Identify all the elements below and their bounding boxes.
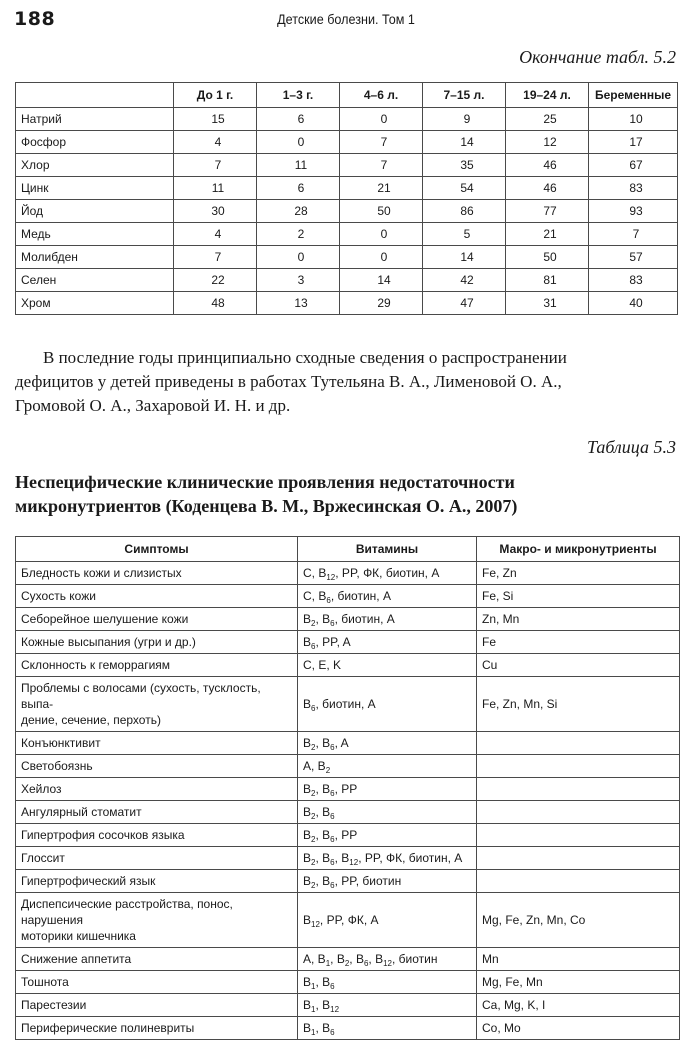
table-cell: 25 bbox=[506, 108, 589, 131]
table-row bbox=[16, 108, 678, 131]
table-cell: 14 bbox=[423, 246, 506, 269]
table-row bbox=[16, 1017, 680, 1040]
column-header: Витамины bbox=[298, 537, 477, 562]
table-cell: 7 bbox=[340, 131, 423, 154]
symptom-cell: Конъюнктивит bbox=[16, 732, 298, 755]
table-header-row bbox=[16, 537, 680, 562]
row-label: Натрий bbox=[16, 108, 174, 131]
row-label: Медь bbox=[16, 223, 174, 246]
symptom-cell: Ангулярный стоматит bbox=[16, 801, 298, 824]
table-cell: 5 bbox=[423, 223, 506, 246]
vitamins-cell: $B_6$, биотин, A bbox=[298, 677, 477, 732]
vitamins-cell: $B_2$, $B_6$, $B_{12}$, PP, ФК, биотин, A bbox=[298, 847, 477, 870]
symptom-cell: Бледность кожи и слизистых bbox=[16, 562, 298, 585]
micronutrients-cell: Fe, Zn, Mn, Si bbox=[477, 677, 680, 732]
symptom-cell: Гипертрофический язык bbox=[16, 870, 298, 893]
table-cell: 40 bbox=[589, 292, 678, 315]
table-row bbox=[16, 246, 678, 269]
table-cell: 17 bbox=[589, 131, 678, 154]
symptom-cell: Снижение аппетита bbox=[16, 948, 298, 971]
table-row bbox=[16, 631, 680, 654]
vitamins-cell: $B_6$, PP, A bbox=[298, 631, 477, 654]
table-cell: 93 bbox=[589, 200, 678, 223]
symptom-cell: Сухость кожи bbox=[16, 585, 298, 608]
table-cell: 48 bbox=[174, 292, 257, 315]
vitamins-cell: $B_2$, $B_6$, PP, биотин bbox=[298, 870, 477, 893]
row-label: Молибден bbox=[16, 246, 174, 269]
table53-caption: Таблица 5.3 bbox=[586, 437, 676, 457]
row-label: Цинк bbox=[16, 177, 174, 200]
table-cell: 21 bbox=[340, 177, 423, 200]
table-cell: 7 bbox=[174, 154, 257, 177]
table-cell: 29 bbox=[340, 292, 423, 315]
column-header: 19–24 л. bbox=[506, 83, 589, 108]
table-cell: 86 bbox=[423, 200, 506, 223]
table-cell: 13 bbox=[257, 292, 340, 315]
micronutrients-cell: Mn bbox=[477, 948, 680, 971]
table-cell: 54 bbox=[423, 177, 506, 200]
table-cell: 9 bbox=[423, 108, 506, 131]
vitamins-cell: $B_2$, $B_6$, PP bbox=[298, 778, 477, 801]
table-cell: 42 bbox=[423, 269, 506, 292]
column-header: Макро- и микронутриенты bbox=[477, 537, 680, 562]
symptom-cell: Периферические полиневриты bbox=[16, 1017, 298, 1040]
table-cell: 50 bbox=[340, 200, 423, 223]
micronutrients-cell: Mg, Fe, Zn, Mn, Co bbox=[477, 893, 680, 948]
table-cell: 4 bbox=[174, 131, 257, 154]
table-cell: 47 bbox=[423, 292, 506, 315]
table-row bbox=[16, 778, 680, 801]
micronutrients-cell bbox=[477, 778, 680, 801]
table-row bbox=[16, 824, 680, 847]
micronutrients-cell bbox=[477, 824, 680, 847]
table-row bbox=[16, 994, 680, 1017]
table-cell: 35 bbox=[423, 154, 506, 177]
table-row bbox=[16, 893, 680, 948]
column-header bbox=[16, 83, 174, 108]
body-paragraph bbox=[15, 346, 680, 418]
table-row bbox=[16, 177, 678, 200]
table-row bbox=[16, 131, 678, 154]
row-label: Хром bbox=[16, 292, 174, 315]
table-row bbox=[16, 269, 678, 292]
column-header: 7–15 л. bbox=[423, 83, 506, 108]
table-cell: 83 bbox=[589, 269, 678, 292]
table-cell: 28 bbox=[257, 200, 340, 223]
table-row bbox=[16, 948, 680, 971]
micronutrients-cell bbox=[477, 870, 680, 893]
symptom-cell: Светобоязнь bbox=[16, 755, 298, 778]
table-row bbox=[16, 755, 680, 778]
symptom-cell: Кожные высыпания (угри и др.) bbox=[16, 631, 298, 654]
table-cell: 22 bbox=[174, 269, 257, 292]
table-cell: 3 bbox=[257, 269, 340, 292]
table-cell: 0 bbox=[340, 223, 423, 246]
table-row bbox=[16, 292, 678, 315]
paragraph-line: В последние годы принципиально сходные сведения о распространении bbox=[43, 348, 567, 367]
table-row bbox=[16, 732, 680, 755]
symptom-cell: Себорейное шелушение кожи bbox=[16, 608, 298, 631]
table-cell: 50 bbox=[506, 246, 589, 269]
vitamins-cell: $B_2$, $B_6$, PP bbox=[298, 824, 477, 847]
table-row bbox=[16, 847, 680, 870]
table-cell: 83 bbox=[589, 177, 678, 200]
micronutrients-cell bbox=[477, 847, 680, 870]
table-cell: 15 bbox=[174, 108, 257, 131]
vitamins-cell: C, $B_6$, биотин, A bbox=[298, 585, 477, 608]
table-cell: 0 bbox=[257, 246, 340, 269]
column-header: Беременные bbox=[589, 83, 678, 108]
table-cell: 11 bbox=[257, 154, 340, 177]
table-cell: 7 bbox=[589, 223, 678, 246]
table-row bbox=[16, 200, 678, 223]
symptom-cell: Тошнота bbox=[16, 971, 298, 994]
table-cell: 12 bbox=[506, 131, 589, 154]
table-cell: 77 bbox=[506, 200, 589, 223]
page-number: 188 bbox=[14, 8, 56, 30]
micronutrients-cell bbox=[477, 732, 680, 755]
table-cell: 67 bbox=[589, 154, 678, 177]
title-line: микронутриентов (Коденцева В. М., Вржесинская О. А., 2007) bbox=[15, 496, 518, 516]
symptom-cell: Склонность к геморрагиям bbox=[16, 654, 298, 677]
table-cell: 0 bbox=[257, 131, 340, 154]
row-label: Селен bbox=[16, 269, 174, 292]
vitamins-cell: $B_{12}$, PP, ФК, A bbox=[298, 893, 477, 948]
table-cell: 0 bbox=[340, 108, 423, 131]
table-cell: 11 bbox=[174, 177, 257, 200]
vitamins-cell: $B_1$, $B_{12}$ bbox=[298, 994, 477, 1017]
symptom-cell: Проблемы с волосами (сухость, тусклость, выпа- дение, сечение, перхоть) bbox=[16, 677, 298, 732]
table52-caption: Окончание табл. 5.2 bbox=[519, 47, 676, 67]
row-label: Фосфор bbox=[16, 131, 174, 154]
table-row bbox=[16, 223, 678, 246]
table-cell: 30 bbox=[174, 200, 257, 223]
table-cell: 0 bbox=[340, 246, 423, 269]
table-5-3 bbox=[15, 536, 680, 1040]
vitamins-cell: $B_1$, $B_6$ bbox=[298, 1017, 477, 1040]
table-cell: 4 bbox=[174, 223, 257, 246]
micronutrients-cell: Cu bbox=[477, 654, 680, 677]
table-row bbox=[16, 562, 680, 585]
vitamins-cell: C, $B_{12}$, PP, ФК, биотин, A bbox=[298, 562, 477, 585]
micronutrients-cell: Zn, Mn bbox=[477, 608, 680, 631]
symptom-cell: Глоссит bbox=[16, 847, 298, 870]
symptom-cell: Гипертрофия сосочков языка bbox=[16, 824, 298, 847]
paragraph-line: дефицитов у детей приведены в работах Тутельяна В. А., Лименовой О. А., bbox=[15, 372, 562, 391]
symptom-cell: Диспепсические расстройства, понос, нарушения моторики кишечника bbox=[16, 893, 298, 948]
vitamins-cell: A, $B_2$ bbox=[298, 755, 477, 778]
vitamins-cell: $B_1$, $B_6$ bbox=[298, 971, 477, 994]
table-5-2 bbox=[15, 82, 678, 315]
vitamins-cell: $B_2$, $B_6$ bbox=[298, 801, 477, 824]
table-cell: 21 bbox=[506, 223, 589, 246]
vitamins-cell: $B_2$, $B_6$, биотин, A bbox=[298, 608, 477, 631]
row-label: Йод bbox=[16, 200, 174, 223]
table53-title bbox=[15, 470, 517, 518]
table-cell: 7 bbox=[340, 154, 423, 177]
micronutrients-cell: Ca, Mg, K, I bbox=[477, 994, 680, 1017]
table-row bbox=[16, 654, 680, 677]
table-cell: 81 bbox=[506, 269, 589, 292]
column-header: 1–3 г. bbox=[257, 83, 340, 108]
running-title: Детские болезни. Том 1 bbox=[277, 11, 415, 27]
table-cell: 31 bbox=[506, 292, 589, 315]
micronutrients-cell: Fe, Zn bbox=[477, 562, 680, 585]
table-cell: 2 bbox=[257, 223, 340, 246]
micronutrients-cell: Mg, Fe, Mn bbox=[477, 971, 680, 994]
table-cell: 46 bbox=[506, 177, 589, 200]
micronutrients-cell bbox=[477, 801, 680, 824]
table-cell: 14 bbox=[423, 131, 506, 154]
vitamins-cell: C, E, K bbox=[298, 654, 477, 677]
table-cell: 14 bbox=[340, 269, 423, 292]
vitamins-cell: A, $B_1$, $B_2$, $B_6$, $B_{12}$, биотин bbox=[298, 948, 477, 971]
micronutrients-cell: Fe bbox=[477, 631, 680, 654]
column-header: Симптомы bbox=[16, 537, 298, 562]
micronutrients-cell bbox=[477, 755, 680, 778]
table-cell: 6 bbox=[257, 177, 340, 200]
paragraph-line: Громовой О. А., Захаровой И. Н. и др. bbox=[15, 396, 291, 415]
column-header: До 1 г. bbox=[174, 83, 257, 108]
micronutrients-cell: Co, Mo bbox=[477, 1017, 680, 1040]
table-row bbox=[16, 608, 680, 631]
table-row bbox=[16, 677, 680, 732]
table-row bbox=[16, 971, 680, 994]
symptom-cell: Парестезии bbox=[16, 994, 298, 1017]
symptom-cell: Хейлоз bbox=[16, 778, 298, 801]
table-header-row bbox=[16, 83, 678, 108]
title-line: Неспецифические клинические проявления недостаточности bbox=[15, 472, 515, 492]
column-header: 4–6 л. bbox=[340, 83, 423, 108]
micronutrients-cell: Fe, Si bbox=[477, 585, 680, 608]
vitamins-cell: $B_2$, $B_6$, A bbox=[298, 732, 477, 755]
table-cell: 10 bbox=[589, 108, 678, 131]
table-cell: 57 bbox=[589, 246, 678, 269]
table-row bbox=[16, 870, 680, 893]
table-row bbox=[16, 585, 680, 608]
table-cell: 6 bbox=[257, 108, 340, 131]
table-cell: 7 bbox=[174, 246, 257, 269]
table-row bbox=[16, 801, 680, 824]
table-cell: 46 bbox=[506, 154, 589, 177]
row-label: Хлор bbox=[16, 154, 174, 177]
table-row bbox=[16, 154, 678, 177]
